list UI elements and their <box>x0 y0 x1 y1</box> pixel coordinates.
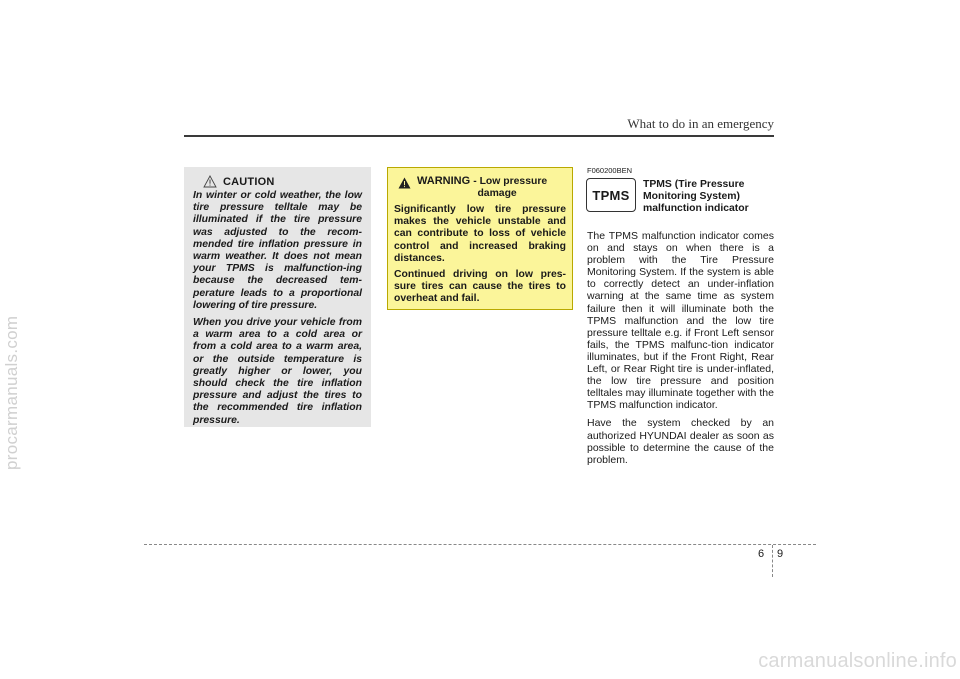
page-number: 9 <box>777 548 784 560</box>
warning-paragraph-2: Continued driving on low pres-sure tires can cause the tires to overheat and fail. <box>394 269 566 305</box>
caution-title: CAUTION <box>223 175 275 188</box>
caution-paragraph-2: When you drive your vehicle from a warm area to a cold area or from a cold area to a warm area, or the outside temperature is greatly higher or lower, you should check the tire inflation pressure and adjust the tires to the recommended tire inflation pressure. <box>193 317 362 426</box>
caution-triangle-icon <box>203 175 217 188</box>
section-title: What to do in an emergency <box>627 116 774 131</box>
tpms-icon-label: TPMS <box>592 187 630 203</box>
warning-subtitle-a: - Low pressure <box>473 176 548 187</box>
caution-paragraph-1: In winter or cold weather, the low tire pressure telltale may be illuminated if the tire pressure was adjusted to the recom-mended tire inflation pressure in warm weather. It does not mean your TPMS is malfunction-ing because the decreased tem-perature leads to a proportional lowering of tire pressure. <box>193 190 362 311</box>
warning-title: WARNING <box>417 175 471 187</box>
bottom-watermark: carmanualsonline.info <box>758 650 957 672</box>
caution-box <box>184 167 371 427</box>
tpms-body <box>587 230 774 472</box>
chapter-number: 6 <box>758 548 765 560</box>
header-rule <box>184 135 774 137</box>
side-watermark: procarmanuals.com <box>2 315 21 470</box>
tpms-indicator-icon <box>586 178 636 212</box>
caution-header <box>193 175 362 188</box>
warning-header <box>394 175 566 200</box>
warning-paragraph-1: Significantly low tire pressure makes the vehicle unstable and can contribute to loss of vehicle control and increased braking distances. <box>394 204 566 264</box>
section-code: F060200BEN <box>587 166 633 175</box>
warning-title-block <box>417 175 547 200</box>
tpms-paragraph-2: Have the system checked by an authorized HYUNDAI dealer as soon as possible to determine the cause of the problem. <box>587 417 774 466</box>
warning-subtitle-b: damage <box>477 188 517 199</box>
warning-box <box>387 167 573 310</box>
tpms-heading: TPMS (Tire Pressure Monitoring System) malfunction indicator <box>643 179 749 214</box>
tpms-paragraph-1: The TPMS malfunction indicator comes on and stays on when there is a problem with the Tire Pressure Monitoring System. If the system is able to correctly detect an under-inflation warning at the same time as system failure then it will illuminate both the TPMS malfunction and the low tire pressure telltale e.g. if Front Left sensor fails, the TPMS malfunc-tion indicator illuminates, but if the Front Right, Rear Left, or Rear Right tire is under-inflated, the low tire pressure and position telltales may illuminate together with the TPMS malfunction indicator. <box>587 230 774 412</box>
warning-triangle-icon <box>398 177 411 189</box>
footer-divider <box>772 545 773 577</box>
footer-rule <box>144 544 816 545</box>
